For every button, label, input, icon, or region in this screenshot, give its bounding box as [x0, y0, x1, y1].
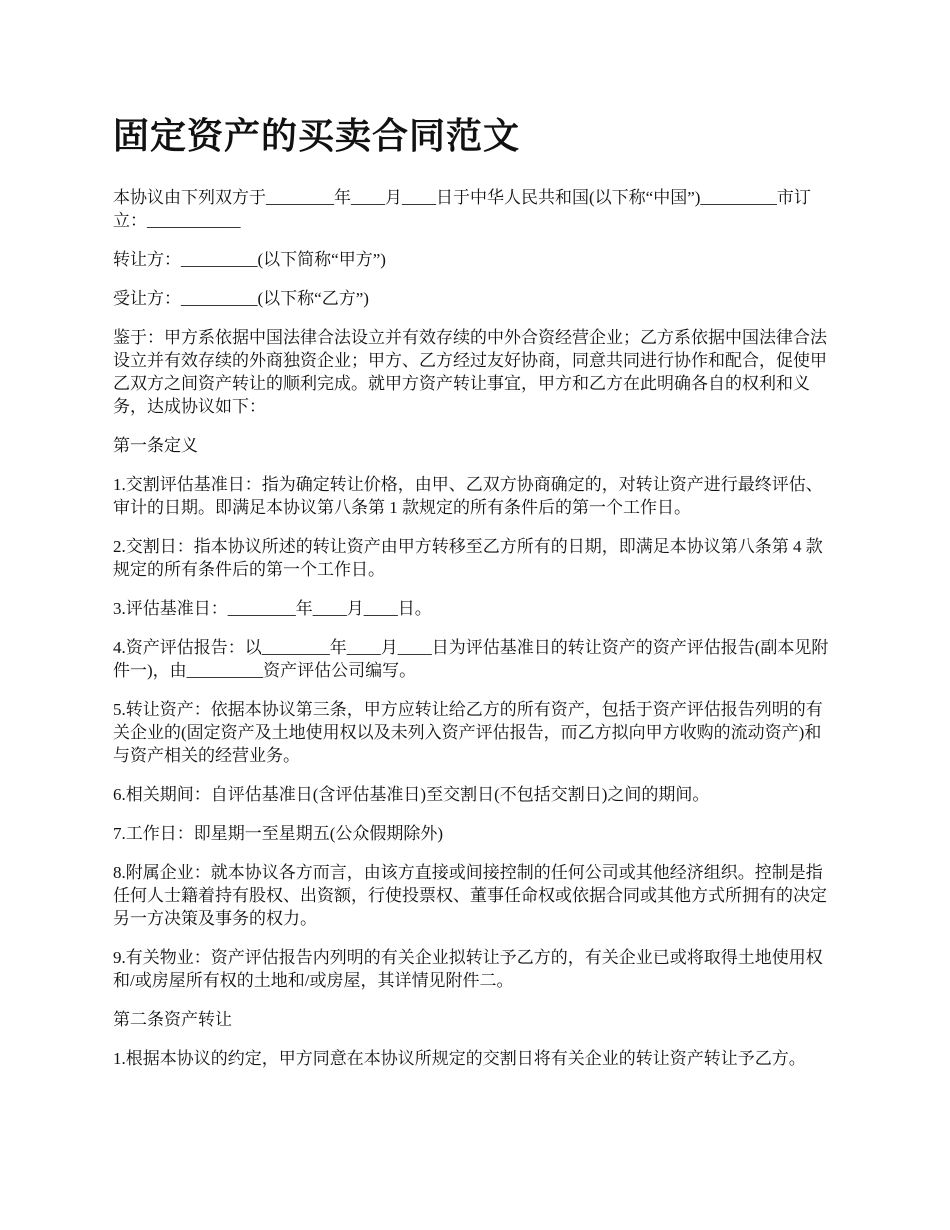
paragraph-transferor: 转让方：_________(以下简称“甲方”): [113, 250, 386, 269]
paragraph-preamble: 本协议由下列双方于________年____月____日于中华人民共和国(以下称“中国”)_________市订立：___________: [113, 188, 811, 230]
definition-item: 1.交割评估基准日：指为确定转让价格，由甲、乙双方协商确定的，对转让资产进行最终评估、审计的日期。即满足本协议第八条第 1 款规定的所有条件后的第一个工作日。: [113, 475, 823, 517]
document-title: 固定资产的买卖合同范文: [113, 116, 521, 156]
definition-item: 3.评估基准日：________年____月____日。: [113, 599, 432, 618]
definition-item: 9.有关物业：资产评估报告内列明的有关企业拟转让予乙方的，有关企业已或将取得土地使用权和/或房屋所有权的土地和/或房屋，其详情见附件二。: [113, 948, 823, 990]
section-heading-article-2: 第二条资产转让: [113, 1010, 232, 1029]
section-heading-article-1: 第一条定义: [113, 436, 198, 455]
paragraph-transferee: 受让方：_________(以下称“乙方”): [113, 289, 369, 308]
definition-item: 2.交割日：指本协议所述的转让资产由甲方转移至乙方所有的日期，即满足本协议第八条第 4 款规定的所有条件后的第一个工作日。: [113, 537, 823, 579]
definition-item: 4.资产评估报告：以________年____月____日为评估基准日的转让资产的资产评估报告(副本见附件一)，由_________资产评估公司编写。: [113, 638, 829, 680]
definition-item: 6.相关期间：自评估基准日(含评估基准日)至交割日(不包括交割日)之间的期间。: [113, 785, 710, 804]
document-page: [113, 108, 838, 1086]
definition-item: 7.工作日：即星期一至星期五(公众假期除外): [113, 824, 444, 843]
definition-item: 5.转让资产：依据本协议第三条，甲方应转让给乙方的所有资产，包括于资产评估报告列明的有关企业的(固定资产及土地使用权以及未列入资产评估报告，而乙方拟向甲方收购的流动资产)和与资产相关的经营业务。: [113, 700, 823, 765]
paragraph-whereas: 鉴于：甲方系依据中国法律合法设立并有效存续的中外合资经营企业；乙方系依据中国法律合法设立并有效存续的外商独资企业；甲方、乙方经过友好协商，同意共同进行协作和配合，促使甲乙双方之间资产转让的顺利完成。就甲方资产转让事宜，甲方和乙方在此明确各自的权利和义务，达成协议如下：: [113, 328, 827, 416]
clause-item: 1.根据本协议的约定，甲方同意在本协议所规定的交割日将有关企业的转让资产转让予乙方。: [113, 1049, 806, 1068]
definition-item: 8.附属企业：就本协议各方而言，由该方直接或间接控制的任何公司或其他经济组织。控制是指任何人士籍着持有股权、出资额，行使投票权、董事任命权或依据合同或其他方式所拥有的决定另一方决策及事务的权力。: [113, 863, 827, 928]
